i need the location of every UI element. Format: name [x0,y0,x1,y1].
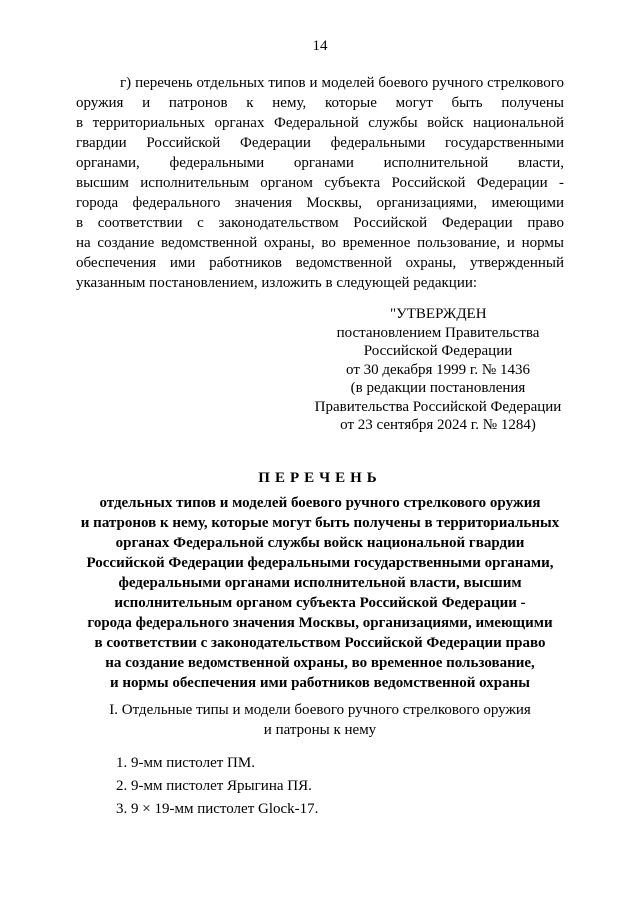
subtitle-line: органах Федеральной службы войск национальной гвардии [115,535,525,551]
approval-line: от 30 декабря 1999 г. № 1436 [346,361,530,378]
paragraph-line: на создание ведомственной охраны, во временное пользование, и нормы [76,235,564,251]
subtitle-line: города федерального значения Москвы, организациями, имеющими [87,615,553,631]
amendment-paragraph [76,73,564,293]
subtitle-line: в соответствии с законодательством Российской Федерации право [94,635,546,651]
paragraph-line: высшим исполнительным органом субъекта Российской Федерации - [76,175,564,191]
approval-line: Правительства Российской Федерации [314,398,562,415]
approval-block [300,305,576,435]
subtitle-line: и патронов к нему, которые могут быть получены в территориальных [80,515,560,531]
section-heading [0,700,640,740]
subtitle-line: отдельных типов и моделей боевого ручного стрелкового оружия [99,495,541,511]
section-heading-line: I. Отдельные типы и модели боевого ручного стрелкового оружия [109,702,531,718]
paragraph-line: города федерального значения Москвы, организациями, имеющими [76,195,564,211]
paragraph-line: органами, федеральными органами исполнительной власти, [76,155,564,171]
page-number: 14 [312,38,328,54]
paragraph-line: обеспечения ими работников ведомственной охраны, утвержденный [76,255,564,271]
list-item: 2. 9-мм пистолет Ярыгина ПЯ. [116,778,312,794]
approval-line: Российской Федерации [363,343,513,359]
approval-line: от 23 сентября 2024 г. № 1284) [340,417,536,433]
approval-line: (в редакции постановления [350,380,526,396]
weapons-list [116,752,318,821]
section-heading-line: и патроны к нему [263,722,377,738]
paragraph-line: оружия и патронов к нему, которые могут быть получены [76,95,564,111]
paragraph-line: гвардии Российской Федерации федеральными государственными [76,135,564,151]
subtitle-line: Российской Федерации федеральными государственными органами, [86,555,554,571]
subtitle-line: на создание ведомственной охраны, во временное пользование, [105,655,535,671]
list-item: 1. 9-мм пистолет ПМ. [116,755,255,771]
approval-line: постановлением Правительства [336,324,540,341]
approved-heading: "УТВЕРЖДЕН [390,306,487,322]
subtitle-line: федеральными органами исполнительной власти, высшим [118,575,522,591]
list-title: ПЕРЕЧЕНЬ [258,470,382,486]
subtitle-line: и нормы обеспечения ими работников ведомственной охраны [110,675,530,691]
paragraph-line: указанным постановлением, изложить в следующей редакции: [76,275,478,291]
paragraph-line: г) перечень отдельных типов и моделей боевого ручного стрелкового [120,75,564,91]
paragraph-line: в соответствии с законодательством Российской Федерации право [76,215,564,231]
paragraph-line: в территориальных органах Федеральной службы войск национальной [76,115,564,131]
list-subtitle [0,493,640,693]
subtitle-line: исполнительным органом субъекта Российской Федерации - [114,595,526,611]
list-item: 3. 9 × 19-мм пистолет Glock-17. [116,801,319,817]
